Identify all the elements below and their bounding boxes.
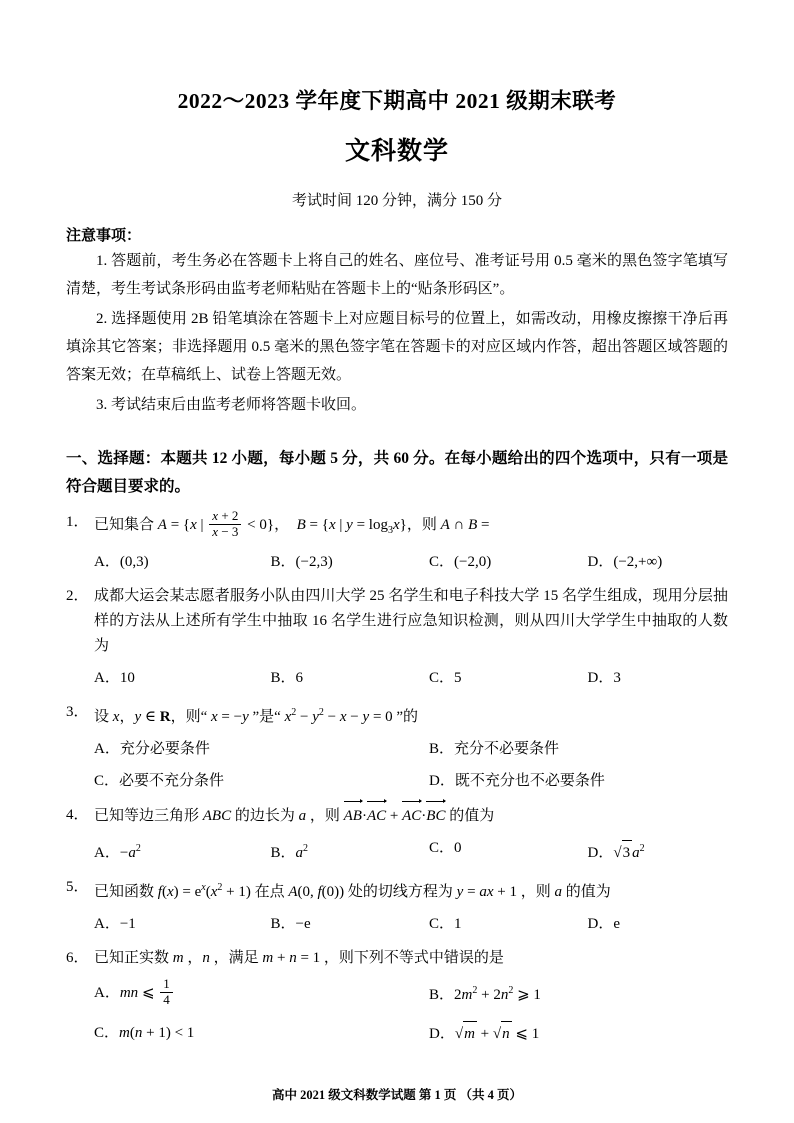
page-title: 2022～2023 学年度下期高中 2021 级期末联考 (177, 89, 617, 113)
question-1-number: 1． (66, 514, 89, 530)
question-2-option-b[interactable]: B．6 (270, 669, 304, 686)
question-4 (66, 803, 728, 866)
question-2-option-c[interactable]: C．5 (429, 669, 462, 686)
question-5-option-c[interactable]: C．1 (429, 915, 462, 932)
question-4-stem: 已知等边三角形 ABC 的边长为 a ，则 AB·AC + AC·BC 的值为 (94, 803, 728, 829)
question-1-stem-part2: ，则 (406, 516, 441, 533)
question-3-options-row2 (94, 769, 728, 794)
question-5-option-d[interactable]: D．e (587, 915, 621, 932)
page-footer: 高中 2021 级文科数学试题 第 1 页 （共 4 页） (271, 1088, 522, 1102)
question-1-option-b[interactable]: B．(−2,3) (270, 553, 333, 570)
question-6 (66, 946, 728, 1047)
question-2-option-d[interactable]: D．3 (587, 669, 621, 686)
question-5-option-b[interactable]: B．−e (270, 915, 311, 932)
question-4-option-b[interactable]: B．$a^2$ (270, 842, 309, 861)
question-6-option-a[interactable]: A．mn ⩽ $\frac{1}{4}$ (94, 978, 411, 1009)
question-3-number: 3． (66, 703, 89, 720)
question-1 (66, 510, 728, 575)
section-heading: 一、选择题：本题共 12 小题，每小题 5 分，共 60 分。在每小题给出的四个选项中，只有一项是符合题目要求的。 (66, 450, 728, 495)
question-6-stem: 已知正实数 m ，n ，满足 m + n = 1 ，则下列不等式中错误的是 (94, 949, 504, 966)
question-1-options (94, 550, 728, 575)
notice-item-2: 2. 选择题使用 2B 铅笔填涂在答题卡上对应题目标号的位置上，如需改动，用橡皮擦擦干净后再填涂其它答案；非选择题用 0.5 毫米的黑色签字笔在答题卡的对应区域内作答，超出答题区域答题的答案无效；在草稿纸上、试卷上答题无效。 (66, 311, 728, 383)
question-4-option-a[interactable]: A．$-a^2$ (94, 842, 141, 861)
question-6-options-row1 (94, 975, 728, 1009)
question-4-option-c[interactable]: C．0 (429, 839, 462, 856)
question-3-option-c[interactable]: C．必要不充分条件 (94, 772, 225, 789)
question-4-options (94, 836, 728, 866)
question-3-option-a[interactable]: A．充分必要条件 (94, 740, 210, 757)
question-1-stem-part1: 已知集合 (94, 516, 158, 533)
question-6-number: 6． (66, 949, 89, 966)
question-3-options-row1 (94, 737, 728, 762)
question-3-option-d[interactable]: D．既不充分也不必要条件 (429, 772, 605, 789)
notice-item-3: 3. 考试结束后由监考老师将答题卡收回。 (96, 397, 367, 413)
question-1-option-a[interactable]: A．(0,3) (94, 553, 149, 570)
question-2 (66, 584, 728, 691)
question-5 (66, 875, 728, 937)
notice-item-1: 1. 答题前，考生务必在答题卡上将自己的姓名、座位号、准考证号用 0.5 毫米的黑色签字笔填写清楚，考生考试条形码由监考老师粘贴在答题卡上的“贴条形码区”。 (66, 253, 728, 297)
subject-title: 文科数学 (344, 138, 449, 165)
question-3 (66, 700, 728, 794)
question-3-stem: 设 x，y ∈ R，则“ x = −y ”是“ $x^2 - y^2 - x - y = 0$ ”的 (94, 706, 419, 725)
question-5-number: 5． (66, 878, 89, 895)
question-2-stem: 成都大运会某志愿者服务小队由四川大学 25 名学生和电子科技大学 15 名学生组成，现用分层抽样的方法从上述所有学生中抽取 16 名学生进行应急知识检测，则从四川大学学生中抽取的人数为 (94, 587, 728, 654)
question-3-option-b[interactable]: B．充分不必要条件 (429, 740, 560, 757)
question-5-option-a[interactable]: A．−1 (94, 915, 136, 932)
question-2-options (94, 666, 728, 691)
question-2-option-a[interactable]: A．10 (94, 669, 135, 686)
notice-heading: 注意事项： (66, 228, 142, 244)
question-5-options (94, 912, 728, 937)
exam-info: 考试时间 120 分钟，满分 150 分 (291, 193, 502, 209)
question-1-option-d[interactable]: D．(−2,+∞) (587, 553, 663, 570)
question-4-number: 4． (66, 806, 89, 823)
question-5-stem: 已知函数 $f(x) = e^x(x^2 + 1)$ 在点 A(0, f(0)) 处的切线方程为 y = ax + 1 ，则 a 的值为 (94, 881, 611, 900)
question-4-option-d[interactable]: D．√3 $a^2$ (570, 836, 729, 866)
question-1-stem: 已知集合 A = {x | $\frac{x + 2}{x - 3}$ < 0}， B = {x | $y = \log_3x$}，则 A ∩ B = (94, 508, 490, 539)
question-6-options-row2 (94, 1021, 728, 1047)
question-6-option-b[interactable]: B．$2m^2 + 2n^2$ ⩾ 1 (429, 984, 541, 1003)
question-1-option-c[interactable]: C．(−2,0) (429, 553, 492, 570)
question-2-number: 2． (66, 587, 89, 604)
question-6-option-c[interactable]: C．m(n + 1) < 1 (94, 1024, 195, 1041)
question-6-option-d[interactable]: D．√m + √n ⩽ 1 (411, 1021, 728, 1047)
